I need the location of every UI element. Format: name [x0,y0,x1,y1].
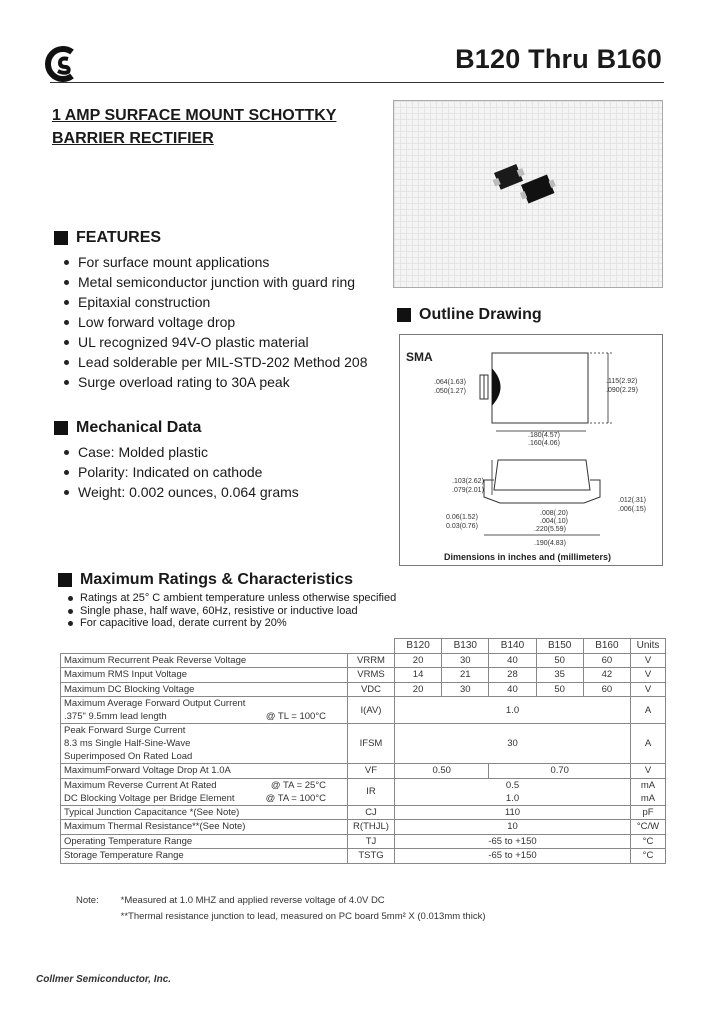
param-symbol: TSTG [348,849,395,864]
param-condition: @ TA = 100°C [265,792,326,804]
cell: -65 to +150 [395,849,631,864]
features-heading-text: FEATURES [76,229,162,246]
dim-side-h2: .079(2.01) [452,487,484,494]
table-row [61,820,666,835]
param-label: Typical Junction Capacitance *(See Note) [61,805,348,820]
param-symbol: VRMS [348,668,395,683]
note-label: Note: [76,895,99,906]
list-item: Low forward voltage drop [62,312,368,332]
ratings-notes [66,592,396,630]
cell: 40 [489,682,536,697]
subtitle-line-1: 1 AMP SURFACE MOUNT SCHOTTKY [52,107,337,124]
table-row [61,682,666,697]
param-label: Operating Temperature Range [61,834,348,849]
param-line-with-cond [64,710,344,723]
table-row [61,724,666,764]
cell: 28 [489,668,536,683]
cell: 35 [536,668,583,683]
dim-h-right: .115(2.92) [606,378,638,385]
param-symbol: VF [348,764,395,779]
param-condition: @ TL = 100°C [265,711,326,722]
outline-heading-text: Outline Drawing [419,306,542,323]
list-item: Ratings at 25° C ambient temperature unless otherwise specified [66,592,396,605]
param-symbol: CJ [348,805,395,820]
param-label: Maximum Thermal Resistance**(See Note) [61,820,348,835]
cell: 0.70 [489,764,631,779]
param-line: Maximum Reverse Current At Rated [64,779,217,791]
dim-foot: 0.06(1.52) [446,514,478,521]
cell: 40 [489,653,536,668]
param-symbol: I(AV) [348,697,395,724]
outline-diagram [400,335,662,565]
table-row [61,697,666,724]
list-item: Polarity: Indicated on cathode [62,462,299,482]
param-label: Maximum RMS Input Voltage [61,668,348,683]
unit: °C [631,834,666,849]
list-item: For capacitive load, derate current by 20% [66,617,396,630]
cell: 50 [536,682,583,697]
blank-header [61,639,395,654]
document-subtitle [52,104,336,150]
cell: 30 [395,724,631,764]
cell: -65 to +150 [395,834,631,849]
list-item: Case: Molded plastic [62,442,299,462]
mechanical-heading [54,419,201,437]
footnote-line [76,909,486,925]
dim-total: .220(5.59) [534,526,566,533]
cell: 20 [395,653,442,668]
features-list [62,252,368,392]
list-item: Single phase, half wave, 60Hz, resistive or inductive load [66,605,396,618]
dim-h-left2: .050(1.27) [434,388,466,395]
list-item: Metal semiconductor junction with guard ring [62,272,368,292]
footnotes [76,893,486,925]
dim-foot2: 0.03(0.76) [446,523,478,530]
param-symbol: VDC [348,682,395,697]
table-row [61,834,666,849]
product-photo [393,100,663,288]
unit: V [631,653,666,668]
param-line: Superimposed On Rated Load [64,751,193,762]
cell: 21 [442,668,489,683]
param-symbol: IR [348,778,395,805]
unit: A [631,724,666,764]
param-line-with-cond [64,792,344,805]
unit-line: mA [640,779,656,791]
param-line: DC Blocking Voltage per Bridge Element [64,792,235,804]
cell: 42 [583,668,630,683]
dim-w-top: .180(4.57) [528,432,560,439]
ratings-heading [58,571,353,589]
smd-component-image [394,101,662,287]
dim-total2: .190(4.83) [534,540,566,547]
table-row [61,849,666,864]
section-marker [54,421,68,435]
table-row [61,764,666,779]
mechanical-list [62,442,299,502]
list-item: Surge overload rating to 30A peak [62,372,368,392]
cell: 0.50 [395,764,489,779]
header-rule [50,82,664,83]
param-symbol: R(THJL) [348,820,395,835]
dim-lead-r2: .006(.15) [618,506,647,513]
param-label [61,724,348,764]
section-marker [54,231,68,245]
param-label: Maximum DC Blocking Voltage [61,682,348,697]
ratings-heading-text: Maximum Ratings & Characteristics [80,571,353,588]
param-line: Maximum Average Forward Output Current [64,698,246,709]
cell: 30 [442,682,489,697]
section-marker [397,308,411,322]
cell: 1.0 [395,697,631,724]
cell: 20 [395,682,442,697]
cell: 50 [536,653,583,668]
cell: 110 [395,805,631,820]
list-item: Weight: 0.002 ounces, 0.064 grams [62,482,299,502]
outline-drawing [399,334,663,566]
cell-line: 1.0 [505,792,520,804]
footnote-1: *Measured at 1.0 MHZ and applied reverse voltage of 4.0V DC [120,895,385,906]
dim-h-right2: .090(2.29) [606,387,638,394]
table-row [61,668,666,683]
list-item: For surface mount applications [62,252,368,272]
cell: 14 [395,668,442,683]
cell: 30 [442,653,489,668]
param-label [61,778,348,805]
page-title: B120 Thru B160 [455,44,662,74]
unit: V [631,764,666,779]
unit: °C/W [631,820,666,835]
list-item: Lead solderable per MIL-STD-202 Method 208 [62,352,368,372]
mechanical-heading-text: Mechanical Data [76,419,202,436]
col-header: B150 [536,639,583,654]
param-symbol: TJ [348,834,395,849]
dim-lead-t: .008(.20) [540,510,569,517]
col-header: B130 [442,639,489,654]
param-label [61,697,348,724]
unit: A [631,697,666,724]
param-line-with-cond [64,779,344,792]
unit: V [631,682,666,697]
col-header: Units [631,639,666,654]
param-symbol: VRRM [348,653,395,668]
package-label: SMA [406,350,433,364]
table-row [61,805,666,820]
unit: V [631,668,666,683]
list-item: UL recognized 94V-O plastic material [62,332,368,352]
cell: 60 [583,682,630,697]
param-line: 8.3 ms Single Half-Sine-Wave [64,738,191,749]
company-logo [42,44,82,84]
col-header: B140 [489,639,536,654]
footnote-2: **Thermal resistance junction to lead, measured on PC board 5mm² X (0.013mm thick) [120,911,486,922]
col-header: B160 [583,639,630,654]
param-condition: @ TA = 25°C [270,779,326,791]
param-label: Maximum Recurrent Peak Reverse Voltage [61,653,348,668]
ratings-table [60,638,666,864]
param-line: .375" 9.5mm lead length [64,711,167,722]
list-item: Epitaxial construction [62,292,368,312]
footnote-line [76,893,486,909]
dimension-caption: Dimensions in inches and (millimeters) [444,552,612,562]
cell [395,778,631,805]
table-header-row [61,639,666,654]
unit-line: mA [640,792,656,804]
cell: 60 [583,653,630,668]
dim-w-top2: .160(4.06) [528,440,560,447]
dim-h-left: .064(1.63) [434,379,466,386]
cell-line: 0.5 [505,779,520,791]
table-row [61,778,666,805]
features-heading [54,229,161,247]
company-name: Collmer Semiconductor, Inc. [36,974,172,985]
unit: °C [631,849,666,864]
unit: pF [631,805,666,820]
cell: 10 [395,820,631,835]
unit [631,778,666,805]
col-header: B120 [395,639,442,654]
param-label: MaximumForward Voltage Drop At 1.0A [61,764,348,779]
outline-heading [397,306,542,324]
param-label: Storage Temperature Range [61,849,348,864]
subtitle-line-2: BARRIER RECTIFIER [52,130,214,147]
dim-side-h: .103(2.62) [452,478,484,485]
param-symbol: IFSM [348,724,395,764]
param-line: Peak Forward Surge Current [64,725,186,736]
table-row [61,653,666,668]
section-marker [58,573,72,587]
dim-lead-t2: .004(.10) [540,518,569,525]
dim-lead-r: .012(.31) [618,497,647,504]
